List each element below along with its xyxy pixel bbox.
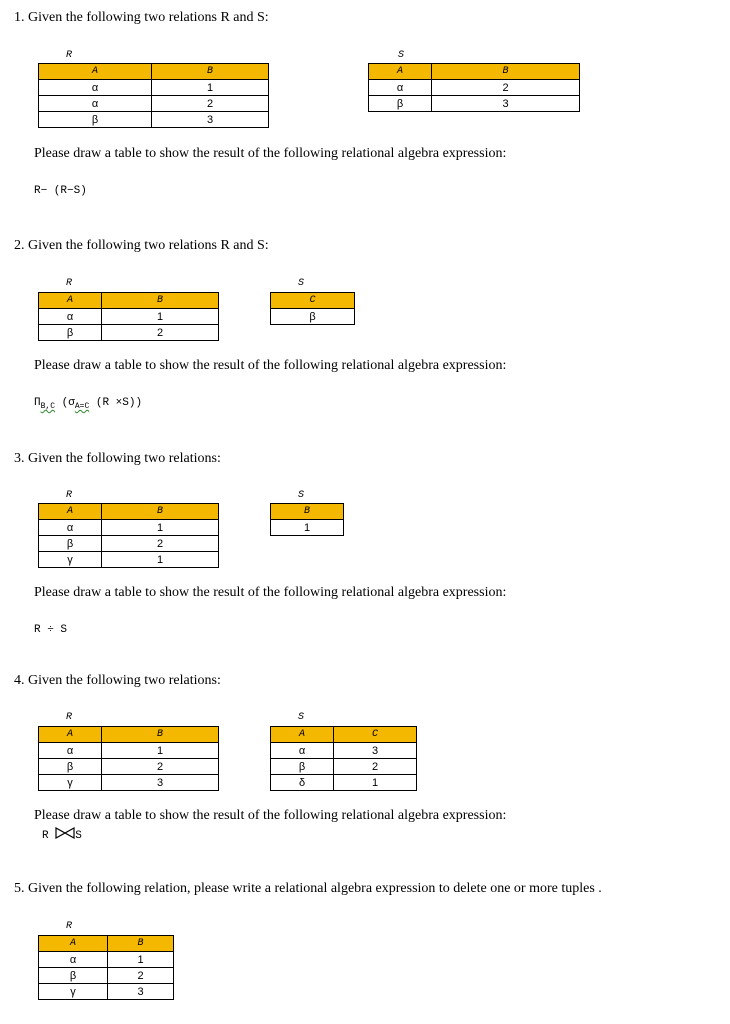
table-cell: α — [39, 80, 152, 96]
table-row — [39, 309, 219, 325]
table-row — [271, 309, 355, 325]
table-row — [369, 96, 580, 112]
table-row — [39, 984, 174, 1000]
q1-s-caption: S — [398, 50, 405, 61]
q3-prompt: Please draw a table to show the result of the following relational algebra expression: — [34, 585, 507, 600]
table-cell: α — [39, 743, 102, 759]
table-cell: 3 — [152, 112, 269, 128]
q3-relation-r — [38, 503, 219, 568]
table-row — [271, 520, 344, 536]
table-cell: α — [39, 96, 152, 112]
table-row — [39, 775, 219, 791]
table-row — [39, 952, 174, 968]
natural-join-icon — [55, 827, 75, 839]
q2-r-caption: R — [66, 278, 73, 289]
table-row — [39, 759, 219, 775]
table-cell: 1 — [102, 552, 219, 568]
table-cell: 2 — [108, 968, 174, 984]
q5-heading: 5. Given the following relation, please write a relational algebra expression to delete one or more tuples . — [14, 881, 602, 896]
table-cell: β — [39, 112, 152, 128]
header-cell: C — [334, 727, 417, 743]
table-cell: α — [39, 520, 102, 536]
header-cell: B — [102, 293, 219, 309]
table-row — [39, 536, 219, 552]
table-cell: 1 — [102, 520, 219, 536]
header-cell: A — [369, 64, 432, 80]
table-cell: γ — [39, 984, 108, 1000]
q1-expression: R− (R−S) — [34, 185, 87, 197]
header-cell: A — [271, 727, 334, 743]
table-row — [271, 743, 417, 759]
table-cell: 2 — [102, 759, 219, 775]
table-cell: α — [39, 309, 102, 325]
header-cell: B — [108, 936, 174, 952]
table-cell: 1 — [271, 520, 344, 536]
table-cell: β — [39, 536, 102, 552]
q3-s-caption: S — [298, 490, 305, 501]
table-cell: δ — [271, 775, 334, 791]
table-cell: β — [39, 325, 102, 341]
table-row — [369, 80, 580, 96]
header-cell: B — [152, 64, 269, 80]
table-row — [39, 520, 219, 536]
q5-r-caption: R — [66, 921, 73, 932]
table-cell: 1 — [152, 80, 269, 96]
header-cell: A — [39, 64, 152, 80]
q2-s-caption: S — [298, 278, 305, 289]
table-row — [271, 759, 417, 775]
table-cell: α — [369, 80, 432, 96]
table-cell: α — [39, 952, 108, 968]
q4-heading: 4. Given the following two relations: — [14, 673, 221, 688]
table-cell: γ — [39, 552, 102, 568]
table-cell: 3 — [102, 775, 219, 791]
q2-relation-s — [270, 292, 355, 325]
table-cell: 2 — [334, 759, 417, 775]
q3-relation-s — [270, 503, 344, 536]
q1-r-caption: R — [66, 50, 73, 61]
q4-r-caption: R — [66, 712, 73, 723]
q4-relation-r — [38, 726, 219, 791]
table-cell: 1 — [102, 743, 219, 759]
table-cell: β — [39, 968, 108, 984]
table-cell: 2 — [102, 536, 219, 552]
table-row — [39, 743, 219, 759]
q2-relation-r — [38, 292, 219, 341]
q3-expression: R ÷ S — [34, 624, 68, 636]
table-cell: 3 — [108, 984, 174, 1000]
table-cell: β — [39, 759, 102, 775]
table-row — [39, 80, 269, 96]
q3-heading: 3. Given the following two relations: — [14, 451, 221, 466]
table-row — [39, 96, 269, 112]
table-cell: 1 — [102, 309, 219, 325]
header-cell: A — [39, 727, 102, 743]
header-cell: B — [271, 504, 344, 520]
q2-expression: $\Pi_{B,C}$ ($\sigma_{A=C}$ (R ×S)) — [34, 397, 143, 412]
table-cell: γ — [39, 775, 102, 791]
table-row — [39, 968, 174, 984]
q2-prompt: Please draw a table to show the result of the following relational algebra expression: — [34, 358, 507, 373]
table-cell: 1 — [334, 775, 417, 791]
table-cell: 1 — [108, 952, 174, 968]
q4-s-caption: S — [298, 712, 305, 723]
table-cell: α — [271, 743, 334, 759]
table-row — [271, 775, 417, 791]
table-row — [39, 552, 219, 568]
q4-expression: R S — [42, 827, 82, 842]
table-cell: β — [271, 759, 334, 775]
q3-r-caption: R — [66, 490, 73, 501]
header-cell: B — [102, 727, 219, 743]
header-cell: A — [39, 504, 102, 520]
header-cell: A — [39, 293, 102, 309]
q4-prompt: Please draw a table to show the result of the following relational algebra expression: — [34, 808, 507, 823]
header-cell: C — [271, 293, 355, 309]
table-row — [39, 325, 219, 341]
table-cell: 3 — [334, 743, 417, 759]
q5-relation-r — [38, 935, 174, 1000]
table-cell: 2 — [102, 325, 219, 341]
header-cell: B — [102, 504, 219, 520]
projection-symbol: Π — [34, 397, 41, 409]
table-cell: β — [369, 96, 432, 112]
table-row — [39, 112, 269, 128]
selection-symbol: σ — [68, 397, 75, 409]
q1-heading: 1. Given the following two relations R and S: — [14, 10, 269, 25]
table-cell: 3 — [432, 96, 580, 112]
table-cell: 2 — [152, 96, 269, 112]
q1-relation-r — [38, 63, 269, 128]
table-cell: β — [271, 309, 355, 325]
q1-relation-s — [368, 63, 580, 112]
q4-relation-s — [270, 726, 417, 791]
q1-prompt: Please draw a table to show the result of the following relational algebra expression: — [34, 146, 507, 161]
q2-heading: 2. Given the following two relations R and S: — [14, 238, 269, 253]
header-cell: B — [432, 64, 580, 80]
header-cell: A — [39, 936, 108, 952]
table-cell: 2 — [432, 80, 580, 96]
